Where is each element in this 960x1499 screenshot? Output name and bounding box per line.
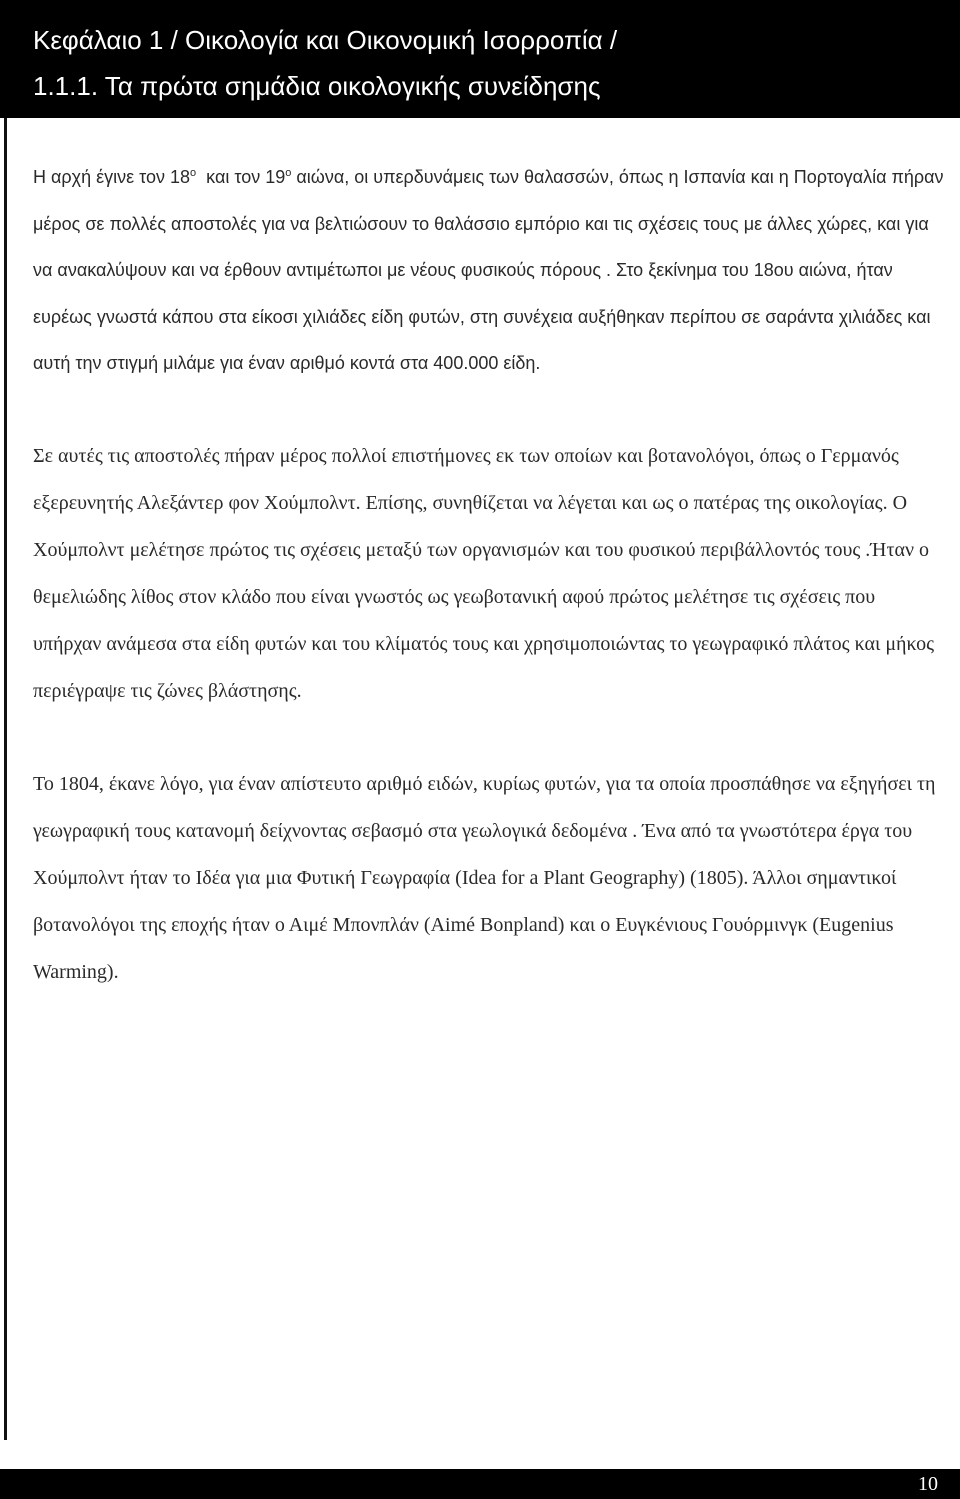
paragraph-1-text-c: αιώνα, οι υπερδυνάμεις των θαλασσών, όπως η Ισπανία και η Πορτογαλία πήραν μέρος σε πολλές αποστολές για να βελτιώσουν το θαλάσσιο εμπόριο και τις σχέσεις τους με άλλες χώρες, και για να ανακαλύψουν και να έρθουν αντιμέτωποι με νέους φυσικούς πόρους . Στο ξεκίνημα του 18ου αιώνα, ήταν ευρέως γνωστά κάπου στα είκοσι χιλιάδες είδη φυτών, στη συνέχεια αυξήθηκαν περίπου σε σαράντα χιλιάδες και αυτή την στιγμή μιλάμε για έναν αριθμό κοντά στα 400.000 είδη. [33, 167, 944, 373]
superscript-ordinal: ο [285, 167, 292, 179]
page-number: 10 [918, 1473, 938, 1495]
page-footer [0, 1469, 960, 1499]
chapter-title: Κεφάλαιο 1 / Οικολογία και Οικονομική Ισορροπία / [33, 25, 618, 55]
superscript-ordinal: ο [190, 167, 197, 179]
paragraph-3: Το 1804, έκανε λόγο, για έναν απίστευτο αριθμό ειδών, κυρίως φυτών, για τα οποία προσπάθησε να εξηγήσει τη γεωγραφική τους κατανομή δείχνοντας σεβασμό στα γεωλογικά δεδομένα . Ένα από τα γνωστότερα έργα του Χούμπολντ ήταν το Ιδέα για μια Φυτική Γεωγραφία (Idea for a Plant Geography) (1805). Άλλοι σημαντικοί βοτανολόγοι της εποχής ήταν ο Αιμέ Μπονπλάν (Aimé Bonpland) και ο Ευγκένιους Γουόρμινγκ (Eugenius Warming). [33, 772, 936, 983]
page-body [33, 150, 948, 996]
paragraph-1-text-b: και τον 19 [196, 167, 286, 187]
section-title: 1.1.1. Τα πρώτα σημάδια οικολογικής συνείδησης [33, 71, 601, 101]
left-margin-rule [4, 118, 7, 1440]
paragraph-1 [33, 150, 948, 387]
chapter-header [0, 0, 960, 118]
paragraph-2: Σε αυτές τις αποστολές πήραν μέρος πολλοί επιστήμονες εκ των οποίων και βοτανολόγοι, όπως ο Γερμανός εξερευνητής Αλεξάντερ φον Χούμπολντ. Επίσης, συνηθίζεται να λέγεται και ως ο πατέρας της οικολογίας. Ο Χούμπολντ μελέτησε πρώτος τις σχέσεις μεταξύ των οργανισμών και του φυσικού περιβάλλοντός τους .Ήταν ο θεμελιώδης λίθος στον κλάδο που είναι γνωστός ως γεωβοτανική αφού πρώτος μελέτησε τις σχέσεις που υπήρχαν ανάμεσα στα είδη φυτών και του κλίματός τους και χρησιμοποιώντας το γεωγραφικό πλάτος και μήκος περιέγραψε τις ζώνες βλάστησης. [33, 444, 935, 702]
paragraph-1-text-a: Η αρχή έγινε τον 18 [33, 167, 191, 187]
